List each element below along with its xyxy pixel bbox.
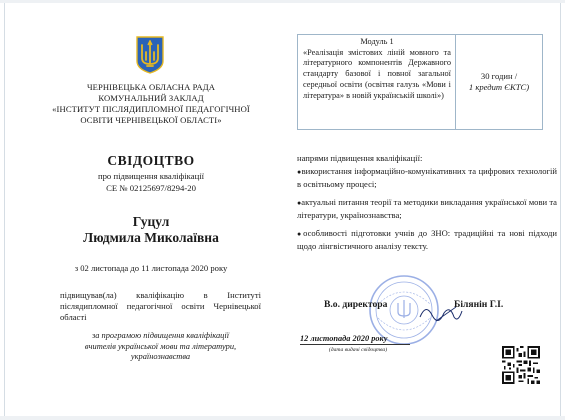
module-description-cell — [298, 35, 456, 129]
issuer-line: «ІНСТИТУТ ПІСЛЯДИПЛОМНОЇ ПЕДАГОГІЧНОЇ — [52, 104, 250, 114]
bottom-border — [0, 416, 565, 420]
module-credits: 1 кредит ЄКТС) — [468, 82, 530, 92]
certificate-subtitle: про підвищення кваліфікації — [97, 171, 205, 181]
direction-item: ●актуальні питання теорії та методики викладання української мови та літератури, українознавства; — [297, 197, 557, 220]
module-text: «Реалізація змістових ліній мовного та літературного компонентів Державного стандарту базової і повної загальної середньої освіти (освітня галузь «Мови і література» в новій українській школі») — [303, 47, 451, 100]
tryzub-emblem-icon — [136, 36, 164, 74]
program-line: вчителів української мови та літератури, — [84, 341, 237, 351]
direction-item: ●особливості підготовки учнів до ЗНО: традиційні та нові підходи щодо лінгвістичного аналізу тексту. — [297, 228, 557, 251]
signatory-name: Білянін Г.І. — [454, 299, 504, 310]
person-given-names: Людмила Миколаївна — [83, 230, 219, 245]
bullet-icon: ● — [297, 230, 304, 238]
certificate-title: СВІДОЦТВО — [107, 153, 195, 168]
issuer-line: ОСВІТИ ЧЕРНІВЕЦЬКОЇ ОБЛАСТІ» — [80, 115, 222, 125]
signatory-role: В.о. директора — [324, 299, 388, 310]
program-line: за програмою підвищення кваліфікації — [91, 331, 230, 340]
signature-block — [324, 295, 524, 335]
directions-list — [297, 165, 557, 258]
training-period: з 02 листопада до 11 листопада 2020 року — [74, 263, 228, 273]
bullet-icon: ● — [297, 168, 302, 176]
issuer-line: ЧЕРНІВЕЦЬКА ОБЛАСНА РАДА — [86, 82, 216, 92]
person-surname: Гуцул — [132, 214, 170, 229]
module-hours-cell — [456, 35, 542, 129]
issuer-line: КОМУНАЛЬНИЙ ЗАКЛАД — [98, 93, 204, 103]
issue-date: 12 листопада 2020 року — [300, 334, 410, 345]
qualification-statement: підвищував(ла) кваліфікацію в Інституті післядипломної педагогічної освіти Чернівецької області — [60, 290, 261, 322]
program-line: українознавства — [130, 352, 191, 362]
module-hours: 30 годин / — [480, 71, 518, 81]
person-name-block — [40, 214, 262, 246]
certificate-number: СЕ № 02125697/8294-20 — [106, 183, 196, 193]
module-table — [297, 34, 543, 130]
issuer-block — [40, 82, 262, 126]
module-title: Модуль 1 — [360, 37, 394, 46]
qr-code-icon — [502, 346, 540, 384]
certificate-subtitle-block — [40, 170, 262, 194]
direction-item: ●використання інформаційно-комунікативних та цифрових технологій в освітньому процесі; — [297, 166, 557, 189]
bullet-icon: ● — [297, 199, 302, 207]
program-block — [60, 331, 261, 363]
directions-intro: напрями підвищення кваліфікації: — [297, 153, 423, 163]
issue-date-caption: (дата видачі свідоцтва) — [328, 347, 388, 353]
